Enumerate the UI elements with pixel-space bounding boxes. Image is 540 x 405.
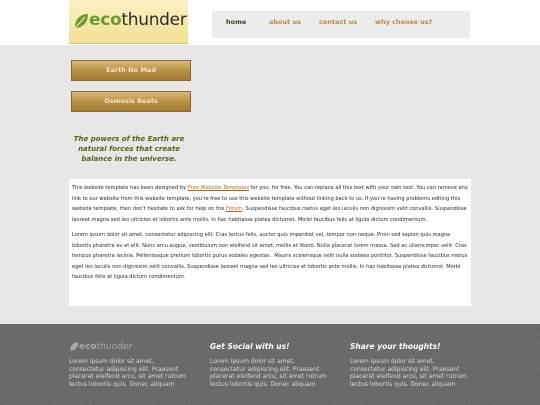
free-website-templates-link[interactable]: Free Website Templates bbox=[187, 185, 249, 191]
footer-column-about bbox=[69, 340, 189, 388]
leaf-icon bbox=[73, 12, 89, 30]
content-paragraph-1 bbox=[72, 183, 468, 225]
sidebar-tagline: The powers of the Earth are natural forces that create balance in the universe. bbox=[73, 135, 185, 163]
osmosis-beats-button[interactable]: Osmosis Beats bbox=[71, 91, 191, 112]
footer-thoughts-title: Share your thoughts! bbox=[350, 342, 441, 351]
forum-link[interactable]: Forum bbox=[225, 206, 243, 212]
footer-column-social bbox=[210, 340, 330, 388]
footer-logo[interactable] bbox=[69, 340, 189, 353]
nav-contact-us[interactable]: contact us bbox=[319, 18, 358, 26]
content-p1-middle: for you, for free. You can replace all this text with your own text. You can remove any link to our website from this website template, you're free to use this website template without linking back to us. If you're having problems editing this website template, then don't hesitate to ask for help on the bbox=[72, 185, 468, 212]
footer-logo-eco: eco bbox=[79, 341, 97, 352]
footer-about-text: Lorem ipsum dolor sit amet, consectetur adipiscing elit. Praesent placerat eleifend arcu, sit amet rutrum lectus lobortis quis. Donec aliquam bbox=[69, 358, 186, 388]
footer-column-thoughts bbox=[350, 340, 470, 388]
nav-home[interactable]: home bbox=[226, 18, 247, 26]
content-paragraph-2: Lorem ipsum dolor sit amet, consectetur adipiscing elit. Cras lectus felis, auctor quis imperdiet vel, tempor non neque. Proin sed sapien quis magna lobortis pharetra eu et elit. Nunc arcu augue, vestibulum non eleifend sit amet, mollis et libero. Nulla placerat lorem massa. Sed ac ullamcorper velit. Cras tempus pharetra lacinia. Pellentesque pretium lobortis purus sodales egestas . Mauris scelerisque velit nulla sodales porttitor. Suspendisse faucibus metus eget leo iaculis non dignissim velit convallis. Suspendisse laoreet magna sed leo ultricies et lobortis ante mollis. In hac habitasse platea dictumst. Morbi faucibus felis at ligula dictum condimentum. bbox=[72, 232, 468, 280]
nav-why-choose-us[interactable]: why choose us? bbox=[375, 18, 433, 26]
content-p1-end: . Suspendisse faucibus metus aget leo iaculis non dignissim velit convallis. Suspendisse laoreet magna sed leo ultricies et lobortis ante mollis. In hac habitasse platea dictumst. Morbi faucibus felis at ligula dictum condimentum. bbox=[72, 206, 467, 223]
main-content bbox=[69, 179, 471, 306]
earth-no-mad-button[interactable]: Earth No Mad bbox=[71, 60, 191, 81]
logo-thunder-text: thunder bbox=[121, 10, 187, 30]
footer-social-title: Get Social with us! bbox=[210, 342, 290, 351]
footer-leaf-icon bbox=[69, 341, 79, 352]
footer bbox=[0, 324, 540, 405]
content-p1-start: This website template has been designed by bbox=[72, 185, 188, 191]
footer-social-text: Lorem ipsum dolor sit amet, consectetur adipiscing elit. Praesent placerat eleifend arcu, sit amet rutrum lectus lobortis quis. Donec aliquam bbox=[210, 358, 327, 388]
nav-about-us[interactable]: about us bbox=[269, 18, 301, 26]
main-nav bbox=[212, 11, 470, 38]
footer-logo-thunder: thunder bbox=[96, 341, 133, 352]
logo-text bbox=[89, 10, 187, 30]
logo-eco-text: eco bbox=[89, 10, 122, 30]
footer-thoughts-text: Lorem ipsum dolor sit amet, consectetur adipiscing elit. Praesent placerat eleifend arcu, sit amet rutrum lectus lobortis quis. Donec aliquam bbox=[350, 358, 467, 388]
logo[interactable] bbox=[69, 0, 188, 44]
